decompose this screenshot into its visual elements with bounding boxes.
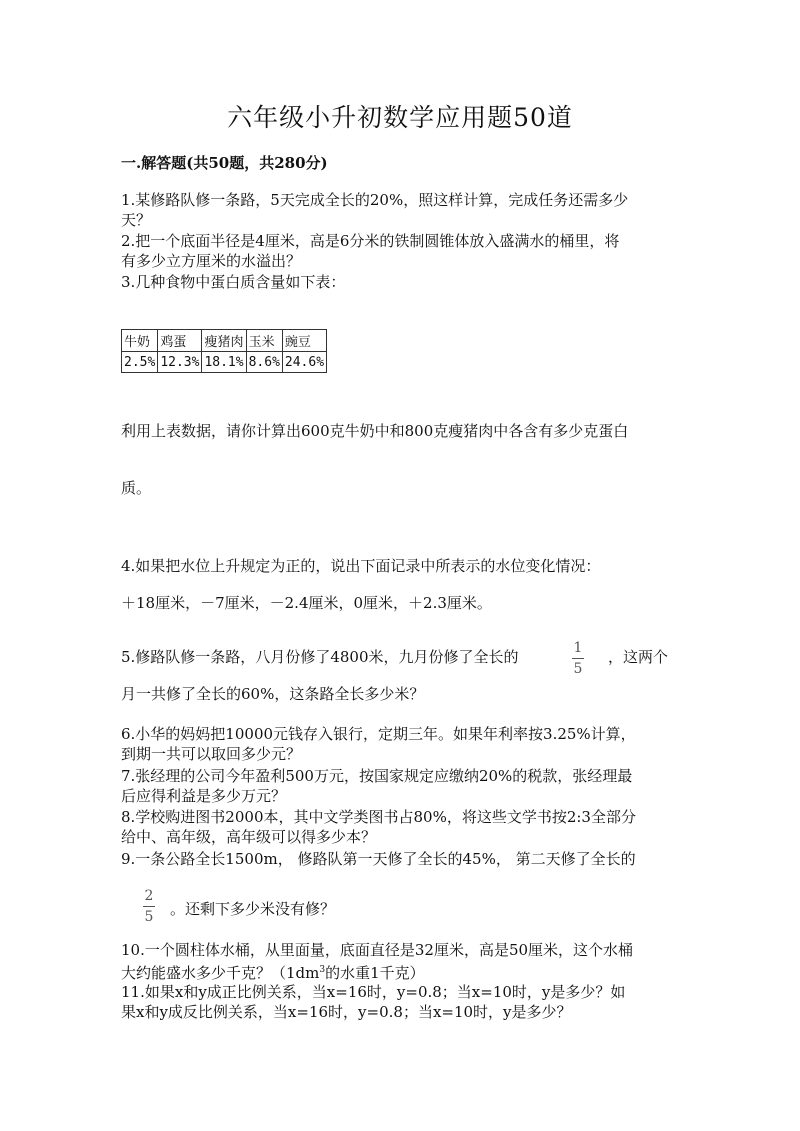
question-6-line-2: 到期一共可以取回多少元？ [121,745,302,763]
question-3-ask-line-2: 质。 [121,479,152,497]
fraction-bar [143,906,155,907]
fraction-bar [572,658,584,659]
question-11-line-1: 11.如果x和y成正比例关系，当x=16时，y=0.8；当x=10时，y是多少？如 [121,983,626,1001]
table-cell: 8.6% [246,352,282,373]
table-cell: 24.6% [282,352,326,373]
table-row [122,352,327,373]
page-title: 六年级小升初数学应用题50道 [227,103,573,132]
table-cell: 玉米 [246,330,282,352]
question-3-ask-line-1: 利用上表数据，请你计算出600克牛奶中和800克瘦猪肉中各含有多少克蛋白 [121,422,629,440]
fraction-numerator: 2 [144,888,154,904]
protein-table [121,329,327,373]
fraction-two-fifths [142,888,156,925]
table-cell: 12.3% [158,352,202,373]
question-6-line-1: 6.小华的妈妈把10000元钱存入银行，定期三年。如果年利率按3.25%计算， [121,725,636,743]
table-cell: 瘦猪肉 [202,330,246,352]
table-header-row [122,330,327,352]
fraction-one-fifth [571,640,585,677]
question-9-line-2: 。还剩下多少米没有修？ [170,900,336,918]
question-5-text-after: ，这两个 [608,648,669,666]
question-8-line-1: 8.学校购进图书2000本，其中文学类图书占80%，将这些文学书按2:3全部分 [121,808,636,826]
question-2-line-1: 2.把一个底面半径是4厘米，高是6分米的铁制圆锥体放入盛满水的桶里，将 [121,232,620,250]
superscript-three: 3 [319,965,326,975]
question-2-line-2: 有多少立方厘米的水溢出？ [121,252,302,270]
section-heading: 一.解答题(共50题，共280分) [121,154,328,172]
table-cell: 牛奶 [122,330,158,352]
question-10-line-1: 10.一个圆柱体水桶，从里面量，底面直径是32厘米，高是50厘米，这个水桶 [121,941,634,959]
table-cell: 鸡蛋 [158,330,202,352]
table-cell: 2.5% [122,352,158,373]
question-10-line-2 [121,960,425,983]
question-5-line-2: 月一共修了全长的60%，这条路全长多少米？ [121,685,425,703]
question-1-line-2: 天？ [121,211,152,229]
question-7-line-2: 后应得利益是多少万元？ [121,787,287,805]
question-10-text-a: 大约能盛水多少千克？（1dm [121,964,320,982]
question-4-line-2: ＋18厘米，－7厘米，－2.4厘米，0厘米，＋2.3厘米。 [121,594,492,612]
question-3-intro: 3.几种食物中蛋白质含量如下表： [121,273,346,291]
fraction-denominator: 5 [573,661,583,677]
question-11-line-2: 果x和y成反比例关系，当x=16时，y=0.8；当x=10时，y是多少？ [121,1003,572,1021]
table-cell: 18.1% [202,352,246,373]
question-4-line-1: 4.如果把水位上升规定为正的，说出下面记录中所表示的水位变化情况： [121,557,601,575]
question-10-text-b: 的水重1千克） [325,964,425,982]
question-5-text-before: 5.修路队修一条路，八月份修了4800米，九月份修了全长的 [121,648,519,666]
fraction-denominator: 5 [144,909,154,925]
question-7-line-1: 7.张经理的公司今年盈利500万元，按国家规定应缴纳20%的税款，张经理最 [121,767,633,785]
question-9-line-1: 9.一条公路全长1500m， 修路队第一天修了全长的45%， 第二天修了全长的 [121,850,636,868]
question-8-line-2: 给中、高年级，高年级可以得多少本？ [121,828,377,846]
question-1-line-1: 1.某修路队修一条路，5天完成全长的20%，照这样计算，完成任务还需多少 [121,191,629,209]
table-cell: 豌豆 [282,330,326,352]
fraction-numerator: 1 [573,640,583,656]
